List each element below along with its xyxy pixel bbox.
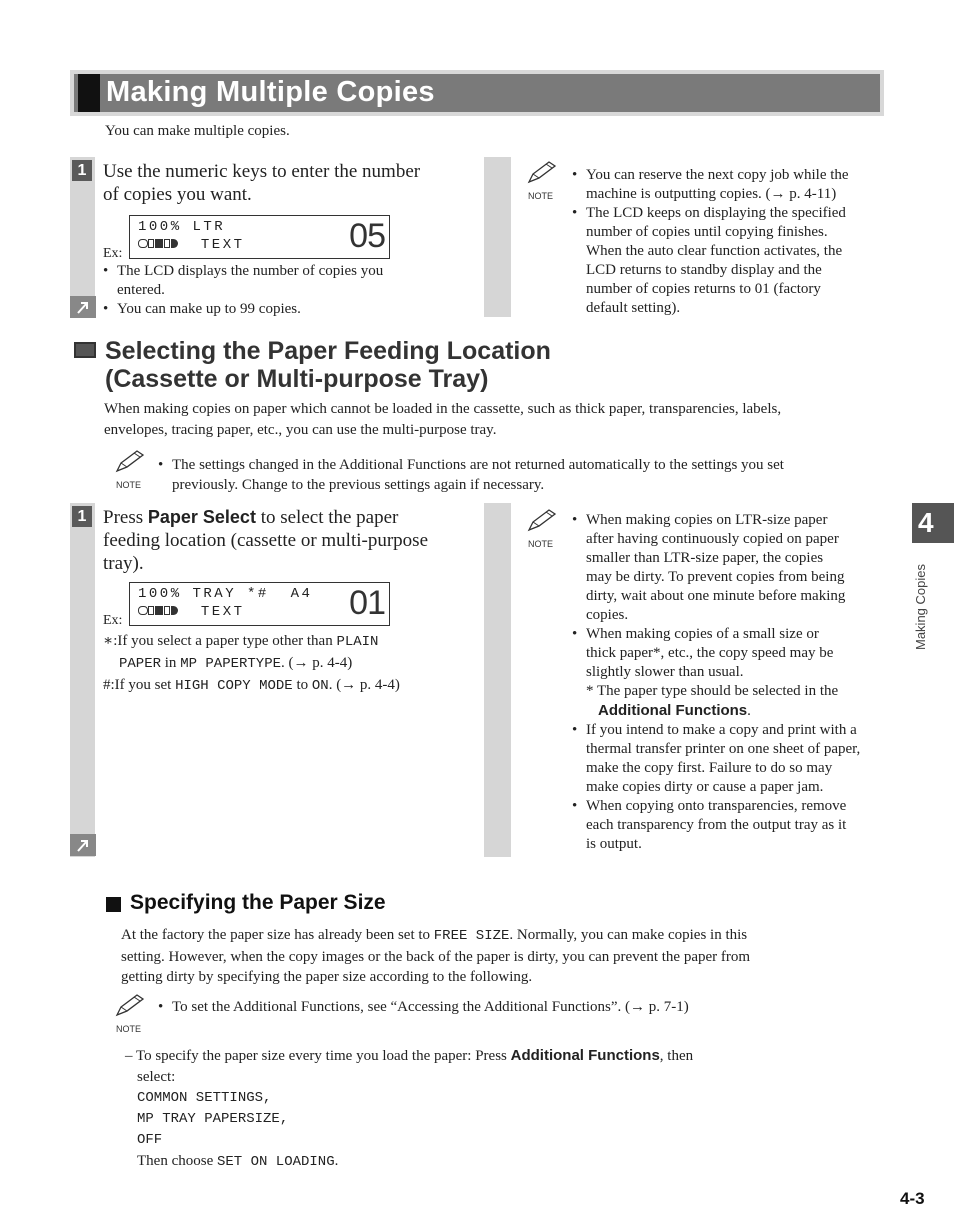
note-column [484, 503, 511, 857]
continue-arrow-icon [70, 296, 96, 318]
lcd-copy-count: 05 [349, 217, 385, 255]
note-bullets: • You can reserve the next copy job while the machine is outputting copies. (→ p. 4-11) • The LCD keeps on displaying the specified number of copies until copying finishes. When the auto clear function activates, the LCD returns to standby display and the number of copies returns to 01 (factory default setting). [572, 166, 892, 318]
step-footnotes: ∗:If you select a paper type other than PLAIN PAPER in MP PAPERTYPE. (→ p. 4-4) #:If you set HIGH COPY MODE to ON. (→ p. 4-4) [103, 633, 400, 694]
continue-arrow-icon [70, 834, 96, 856]
note-bullets: • When making copies on LTR-size paper after having continuously copied on paper smaller than LTR-size paper, the copies may be dirty. To prevent copies from being dirty, wait about one minute before making copies. • When making copies of a small size or thick paper*, etc., the copy speed may be slightly slower than usual. * The paper type should be selected in the Additional Functions. • If you intend to make a copy and print with a thermal transfer printer on one sheet of paper, make the copy first. Failure to do so may make copies dirty or cause a paper jam. • When copying onto transparencies, remove each transparency from the output tray as it is output. [572, 511, 897, 854]
lcd-line2: TEXT [200, 604, 245, 620]
section-marker [74, 342, 96, 358]
subsection-marker [106, 897, 121, 912]
chapter-label: Making Copies [913, 564, 928, 650]
note-pencil-icon: NOTE [113, 993, 151, 1035]
step-bullets: • The LCD displays the number of copies you entered. • You can make up to 99 copies. [103, 262, 473, 319]
lcd-display [129, 582, 390, 626]
chapter-tab: 4 [912, 503, 954, 543]
section1-intro: You can make multiple copies. [105, 123, 290, 139]
step-instruction: Use the numeric keys to enter the number of copies you want. [103, 161, 421, 205]
lcd-line1: 100% TRAY *# A4 [138, 586, 313, 602]
lcd-copy-count: 01 [349, 584, 385, 622]
note-pencil-icon: NOTE [525, 508, 563, 550]
section3-procedure: – To specify the paper size every time you load the paper: Press Additional Functions, then select: COMMON SETTINGS, MP TRAY PAPERSIZE, OFF Then choose SET ON LOADING. [125, 1047, 694, 1170]
lcd-line1: 100% LTR [138, 219, 226, 235]
step-column [70, 503, 95, 857]
example-label: Ex: [103, 246, 123, 261]
section2-heading: Selecting the Paper Feeding Location (Cassette or Multi-purpose Tray) [105, 337, 551, 393]
lcd-icons [138, 604, 245, 620]
note-pencil-icon: NOTE [525, 160, 563, 202]
step-column [70, 157, 95, 317]
step-number: 1 [72, 506, 92, 527]
example-label: Ex: [103, 613, 123, 628]
note-column [484, 157, 511, 317]
paper-select-key: Paper Select [147, 507, 256, 527]
step-instruction: Press Paper Select to select the paper feeding location (cassette or multi-purpose tray). [103, 507, 429, 574]
additional-functions-key: Additional Functions [510, 1047, 660, 1064]
section3-paragraph: At the factory the paper size has already been set to FREE SIZE. Normally, you can make copies in this setting. However, when the copy images or the back of the paper is dirty, you can prevent the paper from getting dirty by specifying the paper size according to the following. [121, 927, 751, 985]
lcd-line2: TEXT [200, 237, 245, 253]
section3-heading: Specifying the Paper Size [130, 891, 386, 914]
section-title-bar [70, 70, 884, 116]
note-pencil-icon: NOTE [113, 449, 151, 491]
lcd-display [129, 215, 390, 259]
section2-intro: When making copies on paper which cannot be loaded in the cassette, such as thick paper, transparencies, labels, envelopes, tracing paper, etc., you can use the multi-purpose tray. [104, 401, 782, 438]
section2-note: • The settings changed in the Additional Functions are not returned automatically to the settings you set previously. Change to the previous settings again if necessary. [158, 455, 898, 495]
lcd-icons [138, 237, 245, 253]
section3-note: • To set the Additional Functions, see “Accessing the Additional Functions”. (→ p. 7-1) [158, 998, 858, 1017]
page-number: 4-3 [900, 1189, 925, 1208]
step-number: 1 [72, 160, 92, 181]
title-marker [78, 74, 100, 112]
page-title: Making Multiple Copies [106, 76, 435, 108]
